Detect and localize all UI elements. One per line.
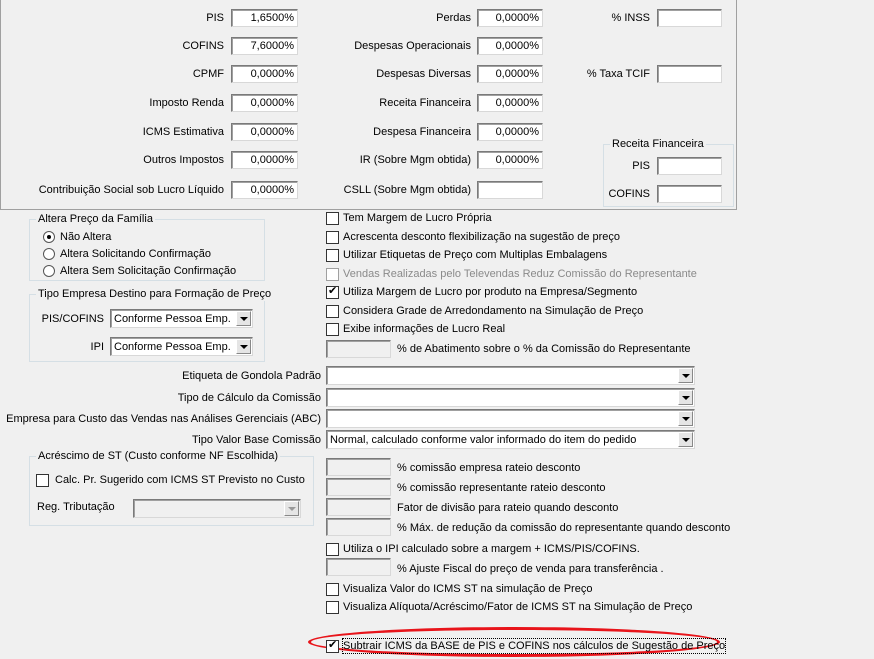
outros-impostos-field[interactable]: 0,0000% [231, 151, 298, 169]
fator-divisao-field[interactable] [326, 498, 391, 516]
receita-financeira-label: Receita Financeira [379, 97, 471, 109]
checkbox-grade-arredondamento[interactable] [326, 305, 339, 318]
receita-pis-field[interactable] [657, 157, 722, 175]
pis-cofins-select-value: Conforme Pessoa Emp. [114, 313, 231, 325]
icms-estimativa-field[interactable]: 0,0000% [231, 123, 298, 141]
receita-pis-label: PIS [632, 160, 650, 172]
ipi-select[interactable] [110, 337, 253, 356]
checkbox-ipi-margem-label: Utiliza o IPI calculado sobre a margem + ICMS/PIS/COFINS. [343, 543, 640, 555]
tipo-calculo-comissao-select[interactable] [326, 388, 695, 407]
comissao-representante-label: % comissão representante rateio desconto [397, 482, 606, 494]
checkbox-lucro-real[interactable] [326, 323, 339, 336]
pis-cofins-select[interactable] [110, 309, 253, 328]
tipo-valor-base-value: Normal, calculado conforme valor informado do item do pedido [330, 434, 637, 446]
acrescimo-st-title: Acréscimo de ST (Custo conforme NF Escolhida) [38, 450, 279, 462]
despesas-operacionais-field[interactable]: 0,0000% [477, 37, 543, 55]
empresa-custo-label: Empresa para Custo das Vendas nas Análises Gerenciais (ABC) [6, 413, 321, 425]
empresa-custo-select[interactable] [326, 409, 695, 428]
checkbox-valor-icms-st[interactable] [326, 583, 339, 596]
cofins-label: COFINS [182, 40, 224, 52]
radio-altera-sem-solicitacao[interactable] [43, 265, 55, 277]
despesas-diversas-field[interactable]: 0,0000% [477, 65, 543, 83]
checkbox-grade-arredondamento-label: Considera Grade de Arredondamento na Simulação de Preço [343, 305, 644, 317]
max-reducao-label: % Máx. de redução da comissão do representante quando desconto [397, 522, 731, 534]
ir-mgm-field[interactable]: 0,0000% [477, 151, 543, 169]
despesas-operacionais-label: Despesas Operacionais [354, 40, 471, 52]
reg-tributacao-select[interactable] [133, 499, 301, 518]
abatimento-label: % de Abatimento sobre o % da Comissão do Representante [397, 343, 691, 355]
chevron-down-icon[interactable] [678, 432, 693, 447]
despesas-diversas-label: Despesas Diversas [376, 68, 471, 80]
checkbox-lucro-real-label: Exibe informações de Lucro Real [343, 323, 506, 335]
taxa-tcif-label: % Taxa TCIF [586, 68, 650, 80]
checkbox-margem-propria[interactable] [326, 212, 339, 225]
csll-lucro-field[interactable]: 0,0000% [231, 181, 298, 199]
checkbox-valor-icms-st-label: Visualiza Valor do ICMS ST na simulação de Preço [343, 583, 593, 595]
checkbox-ipi-margem[interactable] [326, 543, 339, 556]
etiqueta-gondola-select[interactable] [326, 366, 695, 385]
checkbox-televendas[interactable] [326, 268, 339, 281]
pis-cofins-label: PIS/COFINS [41, 313, 104, 325]
despesa-financeira-field[interactable]: 0,0000% [477, 123, 543, 141]
perdas-label: Perdas [436, 12, 471, 24]
chevron-down-icon[interactable] [236, 311, 251, 326]
comissao-empresa-label: % comissão empresa rateio desconto [397, 462, 581, 474]
checkbox-calc-pr-sugerido[interactable] [36, 474, 49, 487]
checkbox-margem-produto[interactable] [326, 286, 339, 299]
checkbox-desconto-flexibilizacao[interactable] [326, 231, 339, 244]
reg-tributacao-label: Reg. Tributação [37, 501, 115, 513]
radio-altera-sem-solicitacao-label: Altera Sem Solicitação Confirmação [60, 265, 237, 277]
cpmf-label: CPMF [192, 68, 224, 80]
checkbox-aliquota-icms-st-label: Visualiza Alíquota/Acréscimo/Fator de ICMS ST na Simulação de Preço [343, 601, 693, 613]
inss-label: % INSS [611, 12, 650, 24]
inss-field[interactable] [657, 9, 722, 27]
abatimento-field[interactable] [326, 340, 391, 358]
tipo-valor-base-select[interactable] [326, 430, 695, 449]
chevron-down-icon[interactable] [678, 390, 693, 405]
tipo-valor-base-label: Tipo Valor Base Comissão [192, 434, 321, 446]
checkbox-etiquetas-multiplas[interactable] [326, 249, 339, 262]
receita-cofins-label: COFINS [608, 188, 650, 200]
pis-label: PIS [206, 12, 224, 24]
cofins-field[interactable]: 7,6000% [231, 37, 298, 55]
checkbox-aliquota-icms-st[interactable] [326, 601, 339, 614]
checkbox-margem-propria-label: Tem Margem de Lucro Própria [343, 212, 492, 224]
radio-altera-solicitando[interactable] [43, 248, 55, 260]
pis-field[interactable]: 1,6500% [231, 9, 298, 27]
radio-altera-solicitando-label: Altera Solicitando Confirmação [60, 248, 212, 260]
csll-lucro-label: Contribuição Social sob Lucro Líquido [38, 184, 224, 196]
receita-financeira-field[interactable]: 0,0000% [477, 94, 543, 112]
chevron-down-icon[interactable] [236, 339, 251, 354]
imposto-renda-label: Imposto Renda [149, 97, 224, 109]
checkbox-desconto-flexibilizacao-label: Acrescenta desconto flexibilização na sugestão de preço [343, 231, 621, 243]
cpmf-field[interactable]: 0,0000% [231, 65, 298, 83]
chevron-down-icon[interactable] [284, 501, 299, 516]
checkbox-subtrair-icms-label: Subtrair ICMS da BASE de PIS e COFINS nos cálculos de Sugestão de Preço [343, 640, 726, 652]
chevron-down-icon[interactable] [678, 368, 693, 383]
checkbox-etiquetas-multiplas-label: Utilizar Etiquetas de Preço com Multiplas Embalagens [343, 249, 608, 261]
tipo-calculo-comissao-label: Tipo de Cálculo da Comissão [177, 392, 321, 404]
csll-mgm-label: CSLL (Sobre Mgm obtida) [343, 184, 471, 196]
checkbox-calc-pr-sugerido-label: Calc. Pr. Sugerido com ICMS ST Previsto no Custo [55, 474, 305, 486]
comissao-empresa-field[interactable] [326, 458, 391, 476]
taxa-tcif-field[interactable] [657, 65, 722, 83]
imposto-renda-field[interactable]: 0,0000% [231, 94, 298, 112]
checkbox-subtrair-icms[interactable] [326, 640, 339, 653]
chevron-down-icon[interactable] [678, 411, 693, 426]
checkbox-televendas-label: Vendas Realizadas pelo Televendas Reduz Comissão do Representante [343, 268, 697, 280]
etiqueta-gondola-label: Etiqueta de Gondola Padrão [182, 370, 321, 382]
outros-impostos-label: Outros Impostos [143, 154, 224, 166]
despesa-financeira-label: Despesa Financeira [373, 126, 471, 138]
fator-divisao-label: Fator de divisão para rateio quando desconto [397, 502, 619, 514]
tipo-empresa-title: Tipo Empresa Destino para Formação de Preço [38, 288, 272, 300]
perdas-field[interactable]: 0,0000% [477, 9, 543, 27]
receita-cofins-field[interactable] [657, 185, 722, 203]
ipi-label: IPI [90, 341, 104, 353]
max-reducao-field[interactable] [326, 518, 391, 536]
comissao-representante-field[interactable] [326, 478, 391, 496]
altera-preco-title: Altera Preço da Família [38, 213, 153, 225]
checkbox-margem-produto-label: Utiliza Margem de Lucro por produto na Empresa/Segmento [343, 286, 638, 298]
ajuste-fiscal-label: % Ajuste Fiscal do preço de venda para transferência . [397, 563, 664, 575]
receita-financeira-group-title: Receita Financeira [612, 138, 704, 150]
ir-mgm-label: IR (Sobre Mgm obtida) [359, 154, 471, 166]
radio-nao-altera-label: Não Altera [60, 231, 112, 243]
ajuste-fiscal-field[interactable] [326, 558, 391, 576]
icms-estimativa-label: ICMS Estimativa [142, 126, 224, 138]
radio-nao-altera[interactable] [43, 231, 55, 243]
csll-mgm-field[interactable] [477, 181, 543, 199]
ipi-select-value: Conforme Pessoa Emp. [114, 341, 231, 353]
